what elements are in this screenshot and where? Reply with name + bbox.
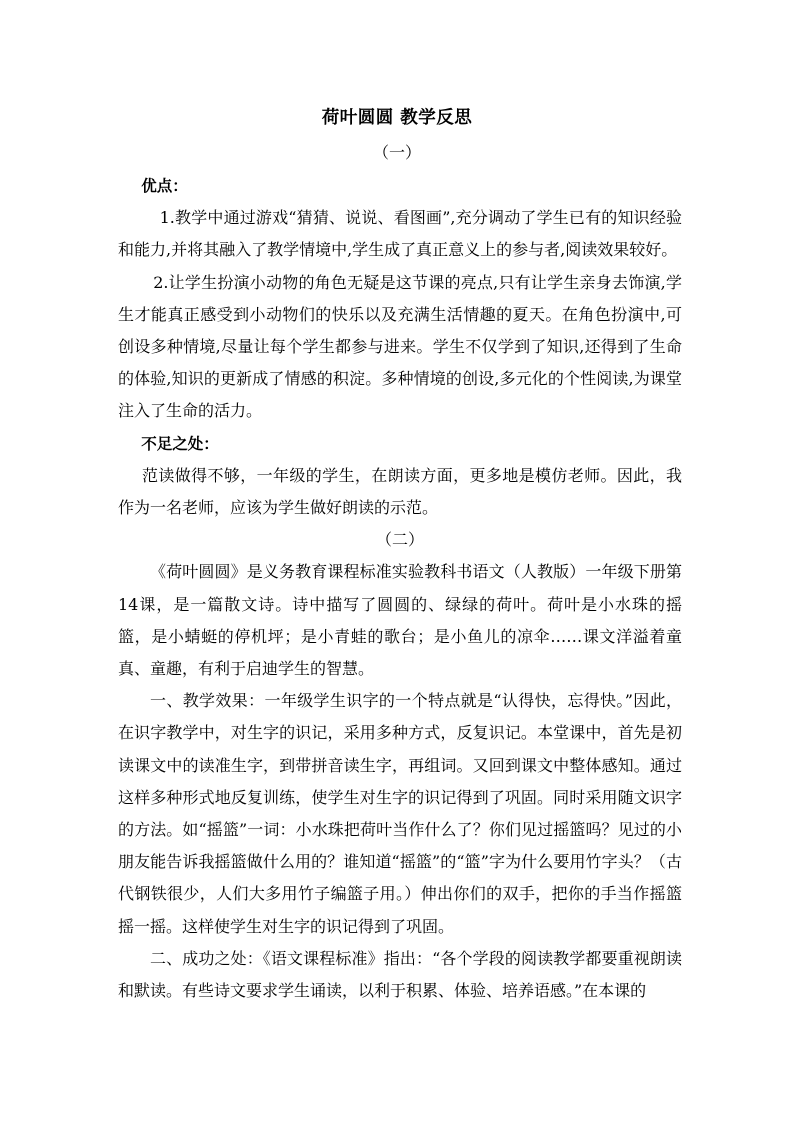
paragraph-advantage-1: 1.教学中通过游戏“猜猜、说说、看图画”,充分调动了学生已有的知识经验和能力,并将其融入了教学情境中,学生成了真正意义上的参与者,阅读效果较好。 [118, 208, 682, 260]
paragraph-success: 二、成功之处：《语文课程标准》指出：“各个学段的阅读教学都要重视朗读和默读。有些诗文要求学生诵读，以利于积累、体验、培养语感。”在本课的 [118, 948, 682, 1001]
paragraph-intro: 《荷叶圆圆》是义务教育课程标准实验教科书语文（人教版）一年级下册第14课，是一篇散文诗。诗中描写了圆圆的、绿绿的荷叶。荷叶是小水珠的摇篮，是小蜻蜓的停机坪；是小青蛙的歌台；是小鱼儿的凉伞……课文洋溢着童真、童趣，有利于启迪学生的智慧。 [118, 562, 682, 679]
section-label-two: （二） [375, 530, 424, 550]
advantages-heading: 优点： [141, 177, 188, 195]
paragraph-teaching-effect: 一、教学效果：一年级学生识字的一个特点就是“认得快，忘得快。”因此，在识字教学中，对生字的识记，采用多种方式，反复识记。本堂课中，首先是初读课文中的读准生字，到带拼音读生字，再组词。又回到课文中整体感知。通过这样多种形式地反复训练，使学生对生字的识记得到了巩固。同时采用随文识字的方法。如“摇篮”一词：小水珠把荷叶当作什么了？你们见过摇篮吗？见过的小朋友能告诉我摇篮做什么用的？谁知道“摇篮”的“篮”字为什么要用竹字头？（古代钢铁很少，人们大多用竹子编篮子用。）伸出你们的双手，把你的手当作摇篮摇一摇。这样使学生对生字的识记得到了巩固。 [118, 691, 682, 936]
document-title: 荷叶圆圆 教学反思 [321, 108, 473, 128]
section-label-one: （一） [372, 143, 421, 162]
document-body [118, 170, 682, 1007]
paragraph-advantage-2: 2.让学生扮演小动物的角色无疑是这节课的亮点,只有让学生亲身去饰演,学生才能真正感受到小动物们的快乐以及充满生活情趣的夏天。在角色扮演中,可创设多种情境,尽量让每个学生都参与进来。学生不仅学到了知识,还得到了生命的体验,知识的更新成了情感的积淀。多种情境的创设,多元化的个性阅读,为课堂注入了生命的活力。 [118, 272, 682, 421]
paragraph-shortcoming-1: 范读做得不够，一年级的学生，在朗读方面，更多地是模仿老师。因此，我作为一名老师，应该为学生做好朗读的示范。 [118, 465, 682, 518]
shortcomings-heading: 不足之处： [141, 434, 219, 453]
